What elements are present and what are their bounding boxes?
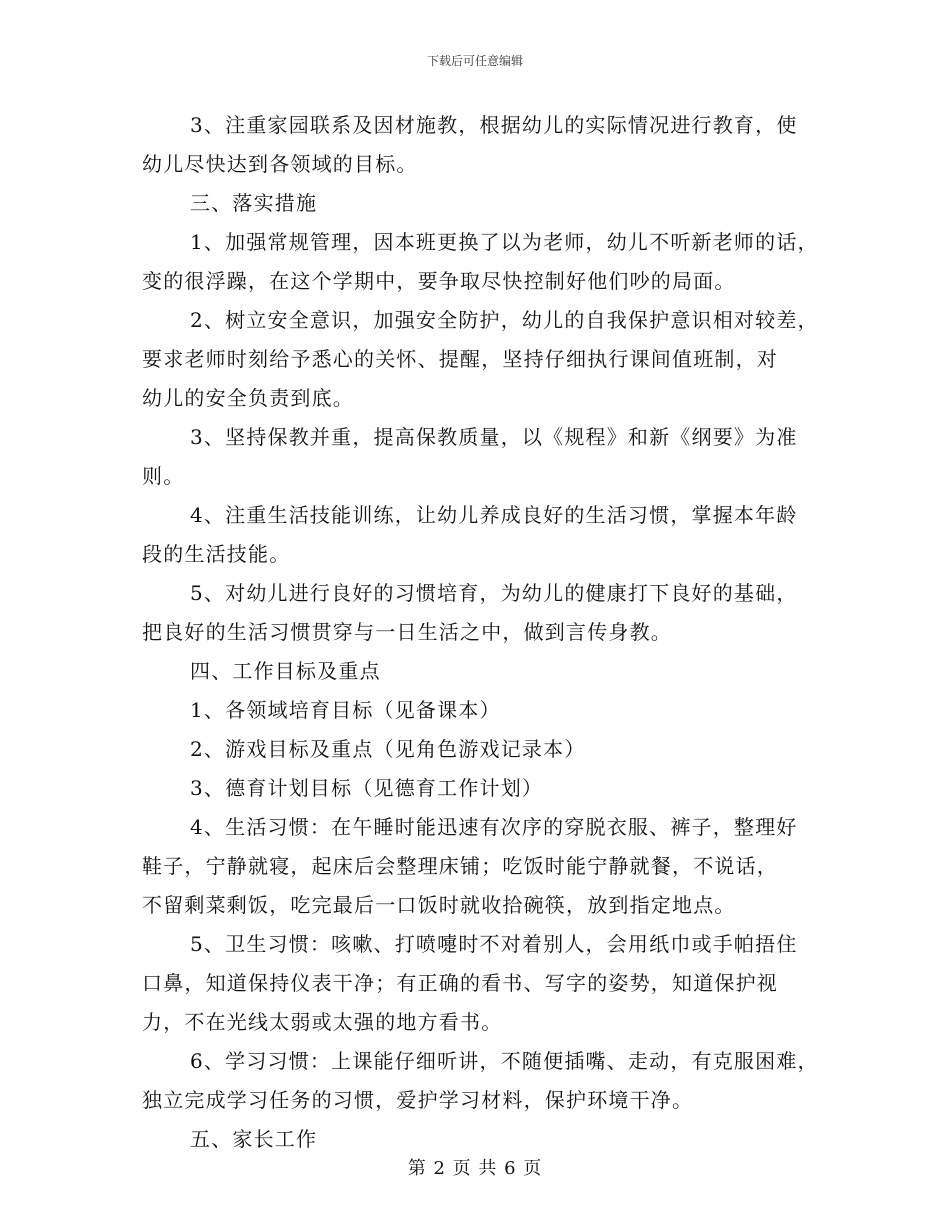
text-line: 五、家长工作 [190,1127,318,1151]
text-line: 幼儿尽快达到各领域的目标。 [142,152,418,176]
document-body [142,106,822,1159]
text-line: 1、加强常规管理，因本班更换了以为老师，幼儿不听新老师的话， [190,230,819,254]
text-line: 4、注重生活技能训练，让幼儿养成良好的生活习惯，掌握本年龄 [190,503,798,527]
text-line: 口鼻，知道保持仪表干净；有正确的看书、写字的姿势，知道保护视 [142,971,778,995]
text-line: 3、注重家园联系及因材施教，根据幼儿的实际情况进行教育，使 [190,113,798,137]
text-line: 4、生活习惯：在午睡时能迅速有次序的穿脱衣服、裤子，整理好 [190,815,798,839]
text-line: 把良好的生活习惯贯穿与一日生活之中，做到言传身教。 [142,620,672,644]
text-line: 5、对幼儿进行良好的习惯培育，为幼儿的健康打下良好的基础， [190,581,798,605]
text-line: 2、树立安全意识，加强安全防护，幼儿的自我保护意识相对较差， [190,308,819,332]
text-line: 段的生活技能。 [142,542,291,566]
page-footer: 第 2 页 共 6 页 [407,1158,543,1179]
text-line: 不留剩菜剩饭，吃完最后一口饭时就收拾碗筷，放到指定地点。 [142,893,736,917]
text-line: 幼儿的安全负责到底。 [142,386,354,410]
text-line: 3、坚持保教并重，提高保教质量，以《规程》和新《纲要》为准 [190,425,798,449]
text-line: 则。 [142,464,185,488]
text-line: 独立完成学习任务的习惯，爱护学习材料，保护环境干净。 [142,1088,694,1112]
page-header: 下载后可任意编辑 [426,54,523,68]
text-line: 2、游戏目标及重点（见角色游戏记录本） [190,737,586,761]
text-line: 力，不在光线太弱或太强的地方看书。 [142,1010,503,1034]
text-line: 5、卫生习惯：咳嗽、打喷嚏时不对着别人，会用纸巾或手帕捂住 [190,932,798,956]
text-line: 三、落实措施 [190,191,318,215]
text-line: 四、工作目标及重点 [190,659,381,683]
text-line: 要求老师时刻给予悉心的关怀、提醒，坚持仔细执行课间值班制，对 [142,347,778,371]
text-line: 1、各领域培育目标（见备课本） [190,698,501,722]
text-line: 变的很浮躁，在这个学期中，要争取尽快控制好他们吵的局面。 [142,269,736,293]
text-line: 鞋子，宁静就寝，起床后会整理床铺；吃饭时能宁静就餐，不说话， [142,854,778,878]
text-line: 3、德育计划目标（见德育工作计划） [190,776,544,800]
text-line: 6、学习习惯：上课能仔细听讲，不随便插嘴、走动，有克服困难， [190,1049,819,1073]
